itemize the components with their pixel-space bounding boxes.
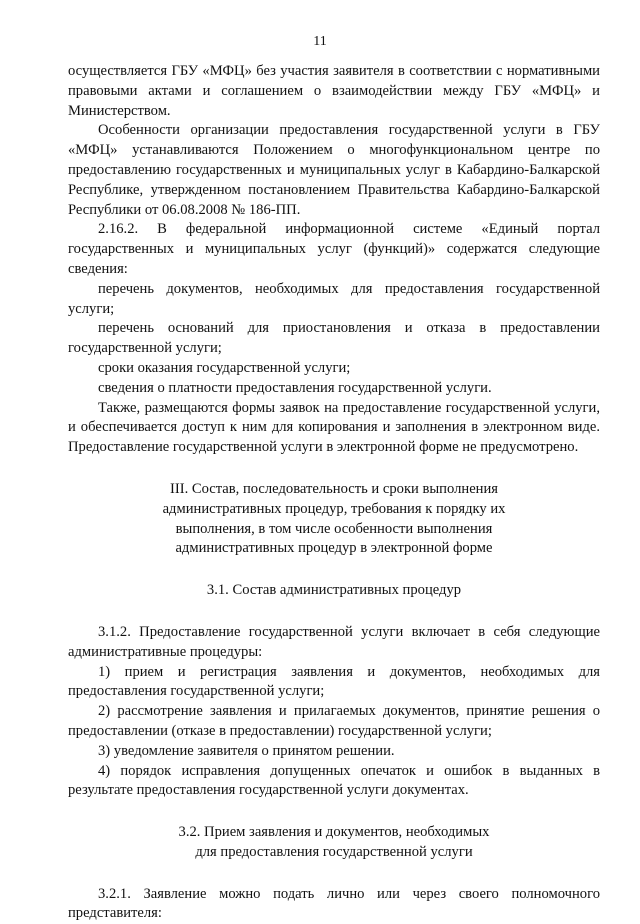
paragraph: 3.1.2. Предоставление государственной услуги включает в себя следующие административные процедуры: bbox=[68, 623, 600, 660]
section-heading-line: административных процедур в электронной форме bbox=[175, 540, 493, 557]
list-paragraph: перечень оснований для приостановления и отказа в предоставлении государственной услуги; bbox=[68, 320, 600, 357]
paragraph: 2.16.2. В федеральной информационной системе «Единый портал государственных и муниципальных услуг (функций)» содержатся следующие сведения: bbox=[68, 221, 600, 277]
list-paragraph: 2) рассмотрение заявления и прилагаемых документов, принятие решения о предоставлении (отказе в предоставлении) государственной услуги; bbox=[68, 703, 600, 739]
section-heading-line: III. Состав, последовательность и сроки выполнения bbox=[169, 480, 499, 497]
section-heading-line: выполнения, в том числе особенности выполнения bbox=[175, 520, 493, 537]
page-number: 11 bbox=[313, 34, 327, 49]
list-paragraph: сведения о платности предоставления государственной услуги. bbox=[98, 379, 492, 396]
list-paragraph: 3) уведомление заявителя о принятом решении. bbox=[98, 742, 395, 759]
paragraph: Особенности организации предоставления государственной услуги в ГБУ «МФЦ» устанавливаются Положением о многофункциональном центре по предоставлению государственных и муниципальных услуг в Кабардино-Балкарской Республике, утвержденном постановлением Правительства Кабардино-Балкарской Республики от 06.08.2008 № 186-ПП. bbox=[68, 122, 600, 218]
list-paragraph: сроки оказания государственной услуги; bbox=[98, 359, 351, 376]
subsection-title-line: 3.2. Прием заявления и документов, необходимых bbox=[178, 824, 490, 841]
paragraph: осуществляется ГБУ «МФЦ» без участия заявителя в соответствии с нормативными правовыми актами и соглашением о взаимодействии между ГБУ «МФЦ» и Министерством. bbox=[68, 63, 600, 119]
subsection-title bbox=[68, 823, 600, 863]
subsection-title: 3.1. Состав административных процедур bbox=[206, 582, 462, 599]
list-paragraph: 4) порядок исправления допущенных опечаток и ошибок в выданных в результате предоставления государственной услуги документах. bbox=[68, 762, 600, 799]
subsection-title-line: для предоставления государственной услуги bbox=[195, 843, 473, 860]
section-heading bbox=[68, 480, 600, 559]
document-body bbox=[68, 62, 600, 924]
paragraph: Также, размещаются формы заявок на предоставление государственной услуги, и обеспечивается доступ к ним для копирования и заполнения в электронном виде. Предоставление государственной услуги в электронной форме не предусмотрено. bbox=[68, 399, 600, 456]
paragraph: 3.2.1. Заявление можно подать лично или через своего полномочного представителя: bbox=[68, 885, 600, 922]
list-paragraph: 1) прием и регистрация заявления и документов, необходимых для предоставления государственной услуги; bbox=[68, 663, 600, 700]
list-paragraph: перечень документов, необходимых для предоставления государственной услуги; bbox=[68, 280, 600, 317]
section-heading-line: административных процедур, требования к порядку их bbox=[162, 500, 506, 517]
